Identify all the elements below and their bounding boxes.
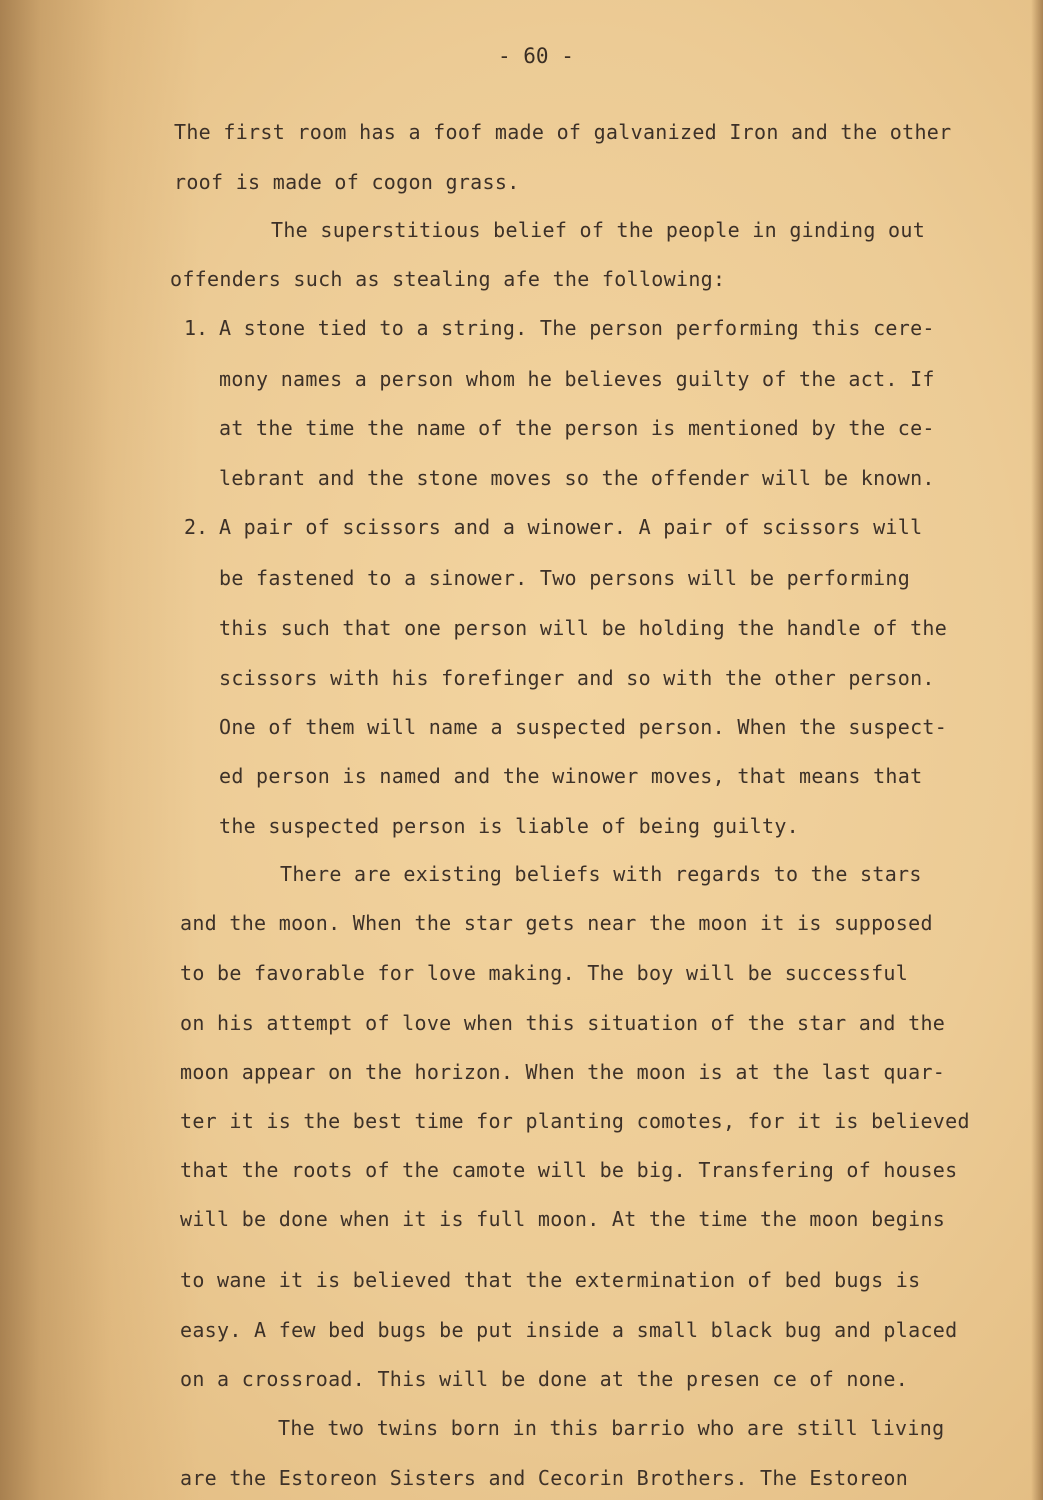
text-line: be fastened to a sinower. Two persons will be performing bbox=[219, 566, 911, 590]
text-line: moon appear on the horizon. When the moon is at the last quar- bbox=[180, 1060, 946, 1084]
text-line: scissors with his forefinger and so with the other person. bbox=[219, 666, 935, 690]
text-line: and the moon. When the star gets near the moon it is supposed bbox=[180, 911, 933, 935]
text-line: The two twins born in this barrio who are still living bbox=[278, 1416, 945, 1440]
text-line: mony names a person whom he believes guilty of the act. If bbox=[219, 367, 935, 391]
text-line: A stone tied to a string. The person performing this cere- bbox=[219, 316, 935, 340]
text-line: lebrant and the stone moves so the offender will be known. bbox=[219, 466, 935, 490]
text-line: roof is made of cogon grass. bbox=[174, 170, 520, 194]
text-line: on his attempt of love when this situation of the star and the bbox=[180, 1011, 946, 1035]
text-line: will be done when it is full moon. At the time the moon begins bbox=[180, 1207, 946, 1231]
page-edge-shadow bbox=[1031, 0, 1043, 1500]
text-line: The superstitious belief of the people in ginding out bbox=[271, 218, 926, 242]
text-line: to be favorable for love making. The boy will be successful bbox=[180, 961, 909, 985]
text-line: ed person is named and the winower moves, that means that bbox=[219, 764, 923, 788]
text-line: this such that one person will be holding the handle of the bbox=[219, 616, 948, 640]
text-line: A pair of scissors and a winower. A pair of scissors will bbox=[219, 515, 923, 539]
text-line: offenders such as stealing afe the following: bbox=[170, 267, 726, 291]
text-line: at the time the name of the person is mentioned by the ce- bbox=[219, 416, 935, 440]
text-line: ter it is the best time for planting comotes, for it is believed bbox=[180, 1109, 970, 1133]
text-line: are the Estoreon Sisters and Cecorin Brothers. The Estoreon bbox=[180, 1466, 909, 1490]
text-line: There are existing beliefs with regards to the stars bbox=[280, 862, 922, 886]
text-line: the suspected person is liable of being guilty. bbox=[219, 814, 800, 838]
text-line: on a crossroad. This will be done at the presen ce of none. bbox=[180, 1367, 909, 1391]
text-line: to wane it is believed that the extermination of bed bugs is bbox=[180, 1268, 921, 1292]
text-line: One of them will name a suspected person. When the suspect- bbox=[219, 715, 948, 739]
page-number: - 60 - bbox=[498, 44, 574, 68]
list-number: 2. bbox=[184, 515, 209, 539]
text-line: easy. A few bed bugs be put inside a small black bug and placed bbox=[180, 1318, 958, 1342]
text-line: The first room has a foof made of galvanized Iron and the other bbox=[174, 120, 952, 144]
list-number: 1. bbox=[184, 316, 209, 340]
text-line: that the roots of the camote will be big. Transfering of houses bbox=[180, 1158, 958, 1182]
